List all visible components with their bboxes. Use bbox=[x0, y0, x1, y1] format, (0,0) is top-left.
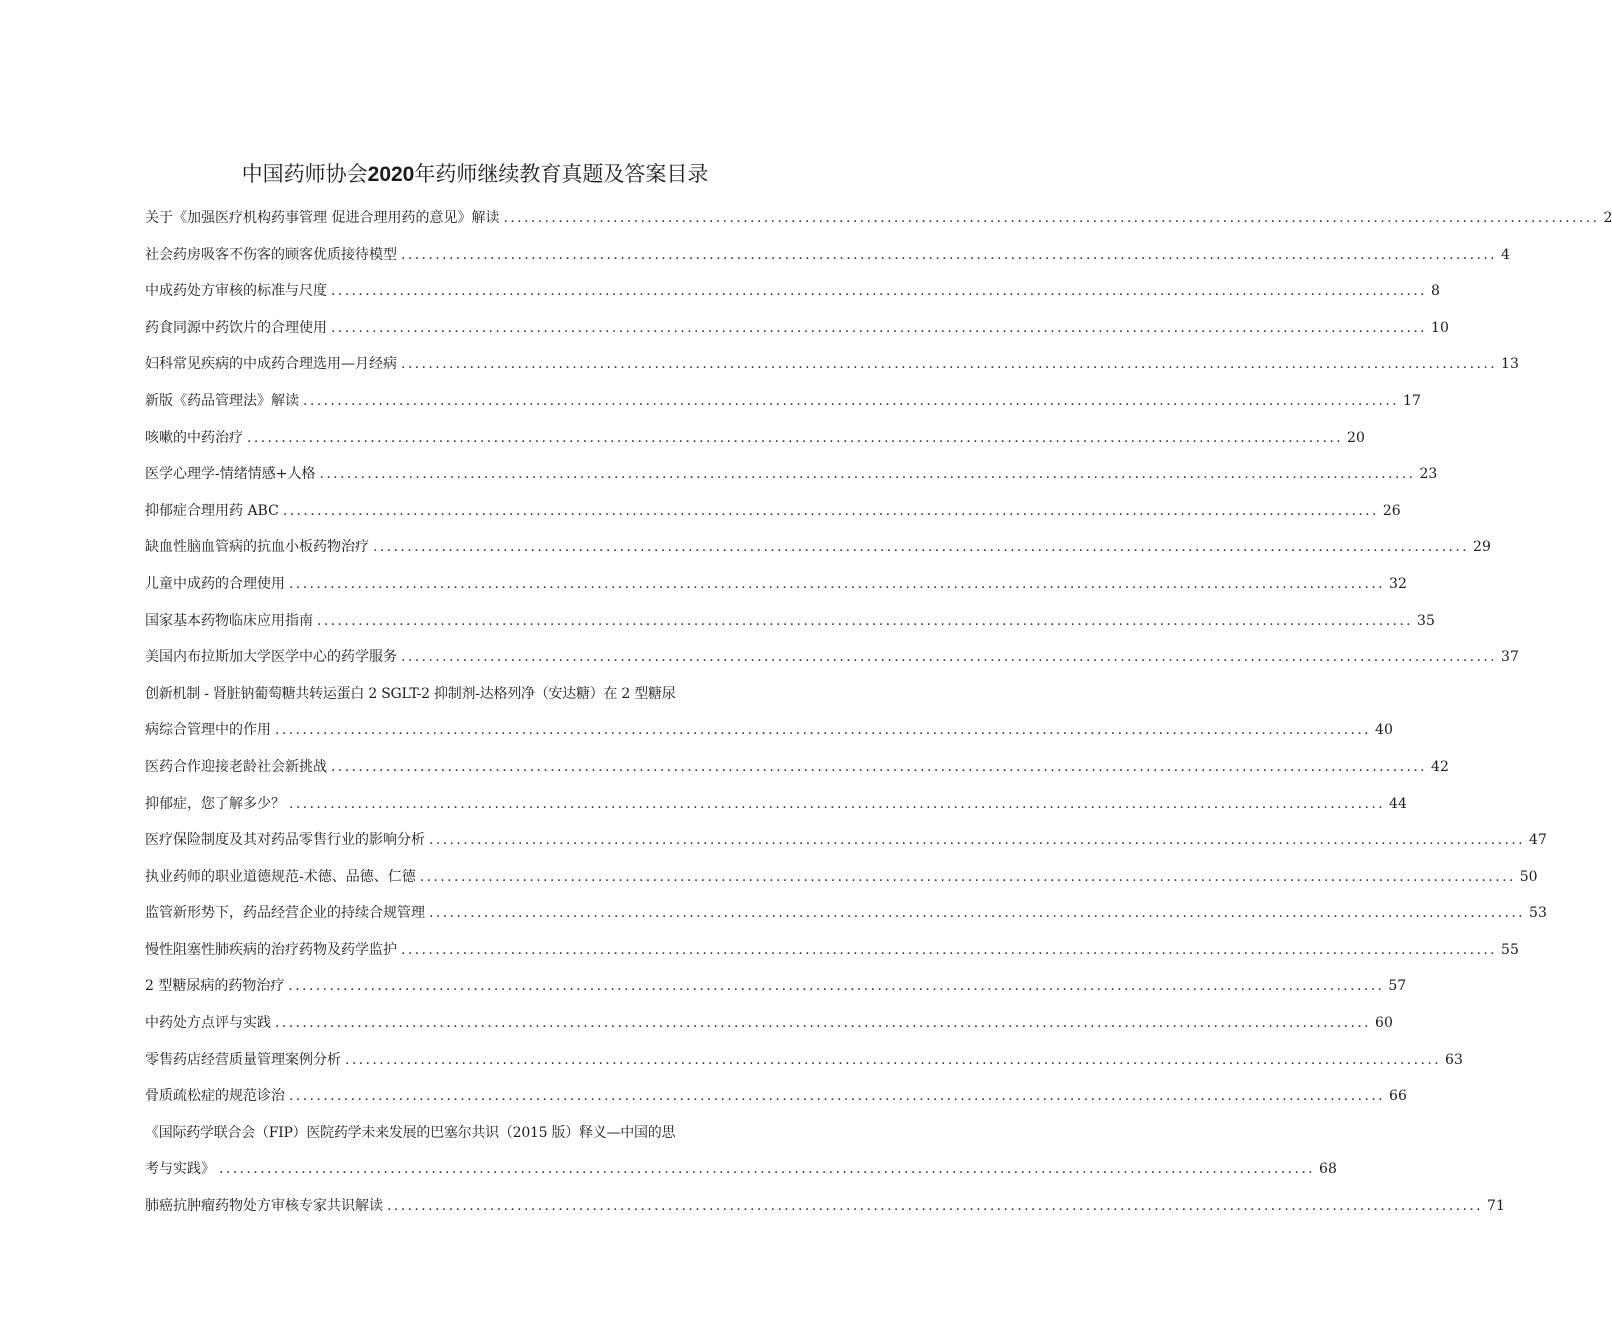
dot-leader: ................................................................................................................................................................ bbox=[373, 539, 1470, 556]
toc-entry[interactable] bbox=[145, 237, 1510, 274]
toc-entry-page: 10 bbox=[1431, 319, 1449, 336]
toc-entry-page: 71 bbox=[1487, 1198, 1505, 1215]
toc-entry-title-line2: 病综合管理中的作用 bbox=[145, 722, 271, 739]
toc-entry-page: 29 bbox=[1473, 539, 1491, 556]
toc-entry-title-line2: 考与实践》 bbox=[145, 1161, 215, 1178]
toc-entry[interactable] bbox=[145, 1005, 1393, 1042]
toc-entry-page: 63 bbox=[1445, 1051, 1463, 1068]
toc-entry[interactable] bbox=[145, 968, 1407, 1005]
dot-leader: ................................................................................................................................................................ bbox=[247, 429, 1344, 446]
toc-entry-title: 药食同源中药饮片的合理使用 bbox=[145, 319, 327, 336]
toc-entry-page: 66 bbox=[1389, 1088, 1407, 1105]
title-prefix: 中国药师协会 bbox=[241, 162, 368, 186]
toc-list bbox=[145, 200, 1612, 1225]
dot-leader: ................................................................................................................................................................ bbox=[289, 795, 1386, 812]
dot-leader: ................................................................................................................................................................ bbox=[317, 612, 1414, 629]
toc-entry[interactable] bbox=[145, 310, 1449, 347]
toc-entry-page: 35 bbox=[1417, 612, 1435, 629]
dot-leader: ................................................................................................................................................................ bbox=[401, 649, 1498, 666]
toc-entry-title: 骨质疏松症的规范诊治 bbox=[145, 1088, 285, 1105]
dot-leader: ................................................................................................................................................................ bbox=[219, 1161, 1316, 1178]
dot-leader: ................................................................................................................................................................ bbox=[275, 722, 1372, 739]
toc-entry-title: 关于《加强医疗机构药事管理 促进合理用药的意见》解读 bbox=[145, 210, 500, 226]
toc-entry-title: 医药合作迎接老龄社会新挑战 bbox=[145, 758, 327, 775]
dot-leader: ................................................................................................................................................................ bbox=[429, 905, 1526, 922]
toc-entry-page: 68 bbox=[1319, 1161, 1337, 1178]
toc-entry-line2 bbox=[145, 712, 1393, 749]
toc-entry-page: 53 bbox=[1529, 905, 1547, 922]
toc-entry-title: 美国内布拉斯加大学医学中心的药学服务 bbox=[145, 649, 397, 666]
toc-entry-title: 缺血性脑血管病的抗血小板药物治疗 bbox=[145, 539, 369, 556]
toc-entry-line2 bbox=[145, 1151, 1337, 1188]
toc-entry-title: 医学心理学-情绪情感+人格 bbox=[145, 466, 316, 483]
toc-entry-page: 32 bbox=[1389, 575, 1407, 592]
toc-entry-page: 23 bbox=[1419, 466, 1438, 483]
dot-leader: ................................................................................................................................................................ bbox=[503, 210, 1600, 226]
toc-entry-page: 4 bbox=[1501, 246, 1510, 263]
toc-entry[interactable] bbox=[145, 1078, 1407, 1115]
toc-entry-title-line1: 《国际药学联合会（FIP）医院药学未来发展的巴塞尔共识（2015 版）释义—中国的思 bbox=[145, 1124, 676, 1141]
toc-entry-page: 44 bbox=[1389, 795, 1407, 812]
toc-entry-page: 40 bbox=[1375, 722, 1393, 739]
toc-entry-title: 监管新形势下，药品经营企业的持续合规管理 bbox=[145, 905, 425, 922]
toc-entry-page: 8 bbox=[1431, 283, 1440, 300]
toc-entry[interactable] bbox=[145, 456, 1438, 493]
dot-leader: ................................................................................................................................................................ bbox=[401, 246, 1498, 263]
dot-leader: ................................................................................................................................................................ bbox=[331, 758, 1428, 775]
toc-entry-title: 社会药房吸客不伤客的顾客优质接待模型 bbox=[145, 246, 397, 263]
toc-entry[interactable] bbox=[145, 1115, 1337, 1188]
toc-entry[interactable] bbox=[145, 786, 1407, 823]
toc-entry-title: 肺癌抗肿瘤药物处方审核专家共识解读 bbox=[145, 1198, 383, 1215]
toc-entry-page: 60 bbox=[1375, 1015, 1393, 1032]
dot-leader: ................................................................................................................................................................ bbox=[288, 978, 1385, 995]
dot-leader: ................................................................................................................................................................ bbox=[289, 1088, 1386, 1105]
toc-entry-title: 中成药处方审核的标准与尺度 bbox=[145, 283, 327, 300]
dot-leader: ................................................................................................................................................................ bbox=[419, 868, 1516, 885]
toc-entry-title: 国家基本药物临床应用指南 bbox=[145, 612, 313, 629]
toc-entry[interactable] bbox=[145, 529, 1491, 566]
toc-entry[interactable] bbox=[145, 895, 1547, 932]
toc-entry-page: 2 bbox=[1603, 210, 1612, 226]
toc-entry[interactable] bbox=[145, 822, 1547, 859]
toc-entry-title: 医疗保险制度及其对药品零售行业的影响分析 bbox=[145, 832, 425, 849]
dot-leader: ................................................................................................................................................................ bbox=[303, 392, 1400, 409]
title-suffix: 年药师继续教育真题及答案目录 bbox=[414, 162, 709, 186]
dot-leader: ................................................................................................................................................................ bbox=[429, 832, 1526, 849]
toc-entry-title: 抑郁症，您了解多少？ bbox=[145, 795, 285, 812]
toc-entry-title: 咳嗽的中药治疗 bbox=[145, 429, 243, 446]
toc-entry[interactable] bbox=[145, 566, 1407, 603]
toc-entry[interactable] bbox=[145, 346, 1519, 383]
dot-leader: ................................................................................................................................................................ bbox=[275, 1015, 1372, 1032]
toc-entry-page: 57 bbox=[1388, 978, 1407, 995]
toc-entry-page: 13 bbox=[1501, 356, 1519, 373]
toc-entry[interactable] bbox=[145, 639, 1519, 676]
toc-entry-title: 零售药店经营质量管理案例分析 bbox=[145, 1051, 341, 1068]
toc-entry-page: 42 bbox=[1431, 758, 1449, 775]
toc-entry-page: 17 bbox=[1403, 392, 1421, 409]
toc-entry[interactable] bbox=[145, 1042, 1463, 1079]
toc-entry[interactable] bbox=[145, 200, 1612, 237]
dot-leader: ................................................................................................................................................................ bbox=[319, 466, 1416, 483]
toc-entry[interactable] bbox=[145, 493, 1401, 530]
toc-entry[interactable] bbox=[145, 932, 1519, 969]
toc-entry[interactable] bbox=[145, 749, 1449, 786]
dot-leader: ................................................................................................................................................................ bbox=[289, 575, 1386, 592]
toc-entry-page: 55 bbox=[1501, 941, 1519, 958]
toc-entry-title: 儿童中成药的合理使用 bbox=[145, 575, 285, 592]
dot-leader: ................................................................................................................................................................ bbox=[282, 502, 1379, 519]
toc-entry-title: 妇科常见疾病的中成药合理选用—月经病 bbox=[145, 356, 397, 373]
toc-entry-title-line1: 创新机制 - 肾脏钠葡萄糖共转运蛋白 2 SGLT-2 抑制剂-达格列净（安达糖）在 2 型糖尿 bbox=[145, 685, 676, 702]
toc-entry[interactable] bbox=[145, 859, 1538, 896]
dot-leader: ................................................................................................................................................................ bbox=[401, 356, 1498, 373]
dot-leader: ................................................................................................................................................................ bbox=[331, 283, 1428, 300]
title-year: 2020 bbox=[367, 163, 415, 186]
toc-entry-title: 2 型糖尿病的药物治疗 bbox=[145, 978, 285, 995]
toc-entry-page: 47 bbox=[1529, 832, 1547, 849]
page-title bbox=[0, 158, 950, 191]
toc-entry-page: 37 bbox=[1501, 649, 1519, 666]
toc-entry[interactable] bbox=[145, 273, 1440, 310]
toc-entry-title: 新版《药品管理法》解读 bbox=[145, 392, 299, 409]
dot-leader: ................................................................................................................................................................ bbox=[387, 1198, 1484, 1215]
dot-leader: ................................................................................................................................................................ bbox=[401, 941, 1498, 958]
toc-entry-page: 26 bbox=[1382, 502, 1401, 519]
dot-leader: ................................................................................................................................................................ bbox=[331, 319, 1428, 336]
toc-entry-page: 50 bbox=[1519, 868, 1538, 885]
toc-entry[interactable] bbox=[145, 420, 1365, 457]
toc-entry-page: 20 bbox=[1347, 429, 1365, 446]
toc-entry-title: 执业药师的职业道德规范-术德、品德、仁德 bbox=[145, 868, 416, 885]
toc-entry[interactable] bbox=[145, 383, 1421, 420]
toc-entry[interactable] bbox=[145, 676, 1393, 749]
toc-entry-title: 中药处方点评与实践 bbox=[145, 1015, 271, 1032]
toc-entry[interactable] bbox=[145, 1188, 1505, 1225]
toc-entry-title: 慢性阻塞性肺疾病的治疗药物及药学监护 bbox=[145, 941, 397, 958]
toc-entry[interactable] bbox=[145, 603, 1435, 640]
dot-leader: ................................................................................................................................................................ bbox=[345, 1051, 1442, 1068]
toc-entry-title: 抑郁症合理用药 ABC bbox=[145, 502, 279, 519]
